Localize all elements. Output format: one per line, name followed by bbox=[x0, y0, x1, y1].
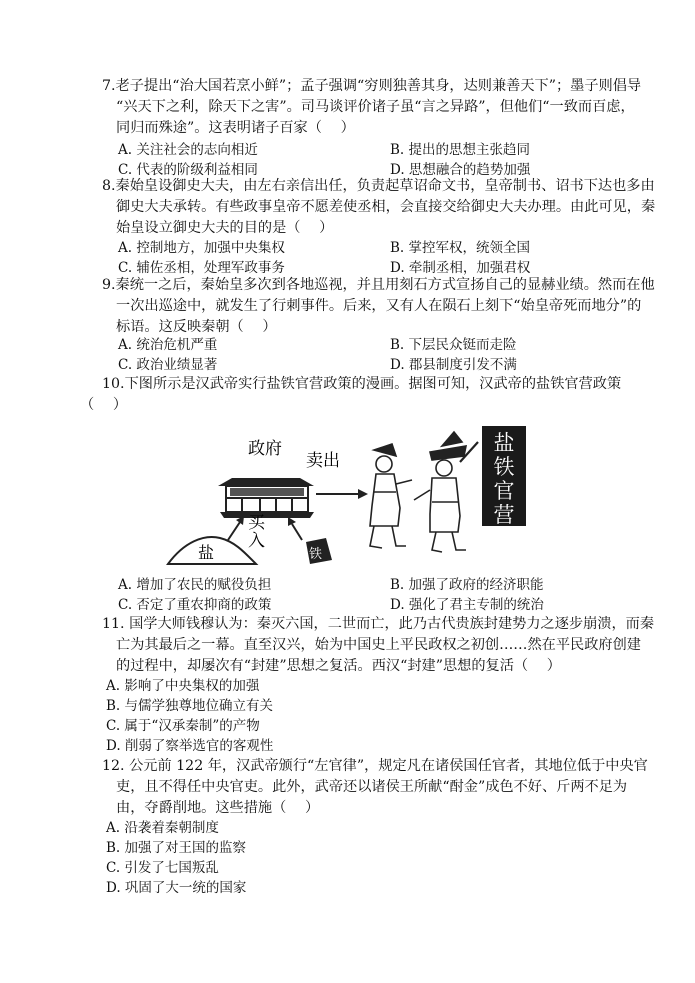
figure-iron-label: 铁 bbox=[309, 547, 323, 562]
question-11-option-a[interactable]: A. 影响了中央集权的加强 bbox=[106, 678, 260, 694]
question-12 bbox=[102, 756, 648, 819]
question-12-line-1: 12. 公元前 122 年，汉武帝颁行“左官律”，规定凡在诸侯国任官者，其地位低于中央官 bbox=[102, 758, 648, 774]
question-11-line-2: 亡为其最后之一幕。直至汉兴，始为中国史上平民政权之初创……然在平民政府创建 bbox=[116, 637, 641, 653]
question-9-line-3: 标语。这反映秦朝（ ） bbox=[116, 319, 277, 335]
question-8-option-c[interactable]: C. 辅佐丞相，处理军政事务 bbox=[118, 260, 285, 276]
question-9-option-d[interactable]: D. 郡县制度引发不满 bbox=[390, 357, 517, 373]
banner-char-4: 营 bbox=[493, 503, 515, 527]
question-8-line-1: 8.秦始皇设御史大夫，由左右亲信出任，负责起草诏命文书，皇帝制书、诏书下达也多由 bbox=[102, 178, 655, 194]
question-9-option-b[interactable]: B. 下层民众铤而走险 bbox=[390, 337, 517, 353]
question-12-option-d[interactable]: D. 巩固了大一统的国家 bbox=[106, 880, 247, 896]
question-8-option-d[interactable]: D. 牵制丞相，加强君权 bbox=[390, 260, 531, 276]
question-12-option-c[interactable]: C. 引发了七国叛乱 bbox=[106, 860, 219, 876]
question-7-option-b[interactable]: B. 提出的思想主张趋同 bbox=[390, 142, 531, 158]
banner-char-2: 铁 bbox=[493, 455, 515, 479]
question-8-line-3: 始皇设立御史大夫的目的是（ ） bbox=[116, 220, 334, 236]
question-9-option-c[interactable]: C. 政治业绩显著 bbox=[118, 357, 218, 373]
question-7-line-2: “兴天下之利，除天下之害”。司马谈评价诸子虽“言之异路”，但他们“一致而百虑， bbox=[116, 99, 635, 115]
question-9-line-2: 一次出巡途中，就发生了行刺事件。后来，又有人在陨石上刻下“始皇帝死而地分”的 bbox=[116, 298, 642, 314]
question-12-option-b[interactable]: B. 加强了对王国的监察 bbox=[106, 840, 247, 856]
question-10-option-b[interactable]: B. 加强了政府的经济职能 bbox=[390, 577, 544, 593]
sell-arrow-icon bbox=[316, 489, 368, 499]
question-7-option-a[interactable]: A. 关注社会的志向相近 bbox=[118, 142, 258, 158]
question-10-option-c[interactable]: C. 否定了重农抑商的政策 bbox=[118, 597, 272, 613]
question-10-line-1: 10.下图所示是汉武帝实行盐铁官营政策的漫画。据图可知，汉武帝的盐铁官营政策 bbox=[102, 376, 622, 392]
question-10-line-2: （ ） bbox=[80, 397, 128, 413]
question-9-line-1: 9.秦统一之后，秦始皇多次到各地巡视，并且用刻石方式宣扬自己的显赫业绩。然而在他 bbox=[102, 277, 655, 293]
question-10-option-a[interactable]: A. 增加了农民的赋役负担 bbox=[118, 577, 272, 593]
figure-sell-label: 卖出 bbox=[306, 451, 340, 471]
question-7 bbox=[102, 76, 642, 139]
salt-iron-cartoon bbox=[160, 422, 540, 572]
question-9 bbox=[102, 275, 655, 338]
question-11-option-c[interactable]: C. 属于“汉承秦制”的产物 bbox=[106, 718, 260, 734]
question-11-option-d[interactable]: D. 削弱了察举选官的客观性 bbox=[106, 738, 274, 754]
question-11-line-3: 的过程中，却屡次有“封建”思想之复活。西汉“封建”思想的复活（ ） bbox=[116, 658, 561, 674]
question-12-line-3: 由，夺爵削地。这些措施（ ） bbox=[116, 800, 320, 816]
figure-buy-label-1: 买 bbox=[248, 513, 265, 533]
question-12-line-2: 吏，且不得任中央官吏。此外，武帝还以诸侯王所献“酎金”成色不好、斤两不足为 bbox=[116, 779, 628, 795]
banner-char-3: 官 bbox=[493, 479, 515, 503]
question-8-line-2: 御史大夫承转。有些政事皇帝不愿差使丞相，会直接交给御史大夫办理。由此可见，秦 bbox=[116, 199, 656, 215]
question-11 bbox=[102, 614, 655, 677]
question-7-option-d[interactable]: D. 思想融合的趋势加强 bbox=[390, 162, 531, 178]
question-10-option-d[interactable]: D. 强化了君主专制的统治 bbox=[390, 597, 544, 613]
figure-buy-label-2: 入 bbox=[248, 531, 265, 551]
figure-salt-label: 盐 bbox=[198, 543, 215, 562]
question-12-option-a[interactable]: A. 沿袭着秦朝制度 bbox=[106, 820, 219, 836]
question-11-line-1: 11. 国学大师钱穆认为：秦灭六国，二世而亡，此乃古代贵族封建势力之逐步崩溃，而秦 bbox=[102, 616, 655, 632]
banner-char-1: 盐 bbox=[493, 431, 515, 455]
question-8-option-a[interactable]: A. 控制地方，加强中央集权 bbox=[118, 240, 285, 256]
question-10 bbox=[80, 374, 622, 416]
buy-arrow-icon bbox=[228, 516, 302, 540]
question-7-line-3: 同归而殊途”。这表明诸子百家（ ） bbox=[116, 120, 355, 136]
question-7-line-1: 7.老子提出“治大国若烹小鲜”；孟子强调“穷则独善其身，达则兼善天下”；墨子则倡导 bbox=[102, 78, 642, 94]
figure-government-label: 政府 bbox=[248, 439, 282, 459]
government-building-icon bbox=[218, 478, 314, 518]
question-11-option-b[interactable]: B. 与儒学独尊地位确立有关 bbox=[106, 698, 274, 714]
question-7-option-c[interactable]: C. 代表的阶级利益相同 bbox=[118, 162, 258, 178]
figures-icon bbox=[370, 432, 478, 552]
question-8-option-b[interactable]: B. 掌控军权，统领全国 bbox=[390, 240, 531, 256]
question-8 bbox=[102, 176, 656, 239]
question-9-option-a[interactable]: A. 统治危机严重 bbox=[118, 337, 218, 353]
